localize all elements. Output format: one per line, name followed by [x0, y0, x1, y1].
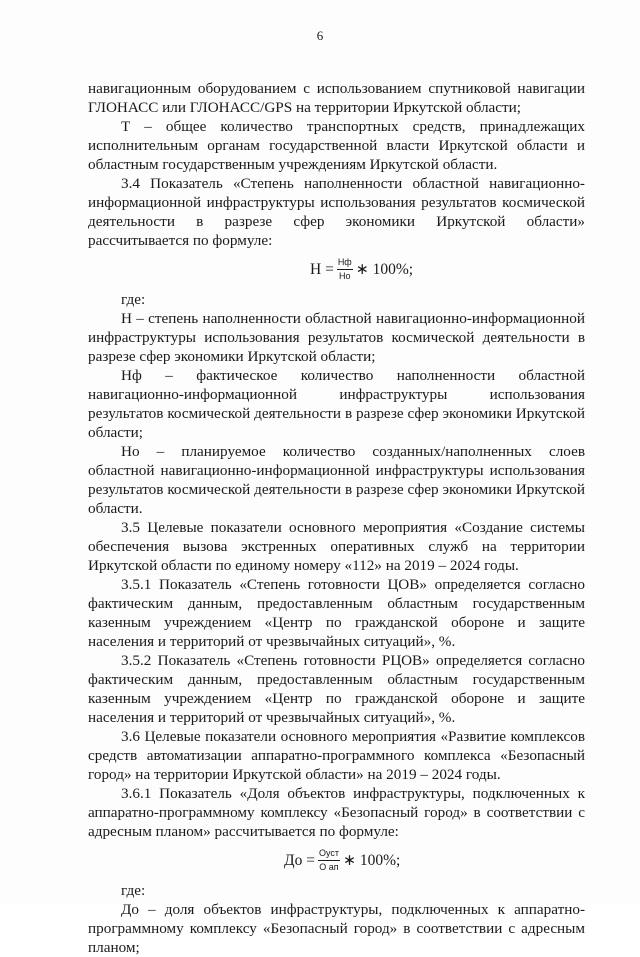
paragraph-t-definition: Т – общее количество транспортных средств, принадлежащих исполнительным органам государственной власти Иркутской области и областным государственным учреждениям Иркутской области. — [88, 118, 585, 173]
paragraph-do-definition: До – доля объектов инфраструктуры, подключенных к аппаратно-программному комплексу «Безопасный город» в соответствии с адресным планом; — [88, 901, 585, 956]
where-label-1: где: — [121, 291, 146, 308]
paragraph-3-6-1: 3.6.1 Показатель «Доля объектов инфраструктуры, подключенных к аппаратно-программному комплексу «Безопасный город» в соответствии с адресным планом» рассчитывается по формуле: — [88, 785, 585, 840]
document-body — [88, 79, 585, 957]
paragraph-h-definition: Н – степень наполненности областной навигационно-информационной инфраструктуры использования результатов космической деятельности в разрезе сфер экономики Иркутской области; — [88, 310, 585, 365]
formula-h — [88, 254, 585, 284]
formula-h-rhs: ∗ 100%; — [355, 260, 414, 278]
paragraph-3-5-1: 3.5.1 Показатель «Степень готовности ЦОВ» определяется согласно фактическим данным, предоставленным областным государственным казенным учреждением «Центр по гражданской обороне и защите населения и территорий от чрезвычайных ситуаций», %. — [88, 576, 585, 650]
formula-do-fraction — [318, 848, 340, 873]
paragraph-3-4: 3.4 Показатель «Степень наполненности областной навигационно-информационной инфраструктуры использования результатов космической деятельности в разрезе сфер экономики Иркутской области» рассчитывается по формуле: — [88, 175, 585, 249]
formula-h-lhs: Н = — [310, 260, 334, 278]
formula-do-numerator: Оуст — [318, 848, 340, 861]
formula-do-rhs: ∗ 100%; — [342, 851, 401, 869]
paragraph-3-6: 3.6 Целевые показатели основного мероприятия «Развитие комплексов средств автоматизации аппаратно-программного комплекса «Безопасный город» на территории Иркутской области» на 2019 – 2024 годы. — [88, 728, 585, 783]
where-label-2: где: — [121, 882, 146, 899]
paragraph-3-5: 3.5 Целевые показатели основного мероприятия «Создание системы обеспечения вызова экстренных оперативных служб на территории Иркутской области по единому номеру «112» на 2019 – 2024 годы. — [88, 519, 585, 574]
paragraph-glonass: навигационным оборудованием с использованием спутниковой навигации ГЛОНАСС или ГЛОНАСС/GPS на территории Иркутской области; — [88, 80, 585, 116]
paragraph-nf-definition: Нф – фактическое количество наполненности областной навигационно-информационной инфраструктуры использования результатов космической деятельности в разрезе сфер экономики Иркутской области; — [88, 367, 585, 441]
formula-h-denominator: Но — [339, 270, 351, 281]
formula-h-fraction — [337, 257, 353, 282]
formula-h-numerator: Нф — [337, 257, 353, 270]
page-number: 6 — [316, 28, 324, 43]
formula-do-lhs: До = — [284, 851, 315, 869]
paragraph-no-definition: Но – планируемое количество созданных/наполненных слоев областной навигационно-информационной инфраструктуры использования результатов космической деятельности в разрезе сфер экономики Иркутской области. — [88, 443, 585, 517]
formula-do-denominator: О ап — [319, 861, 339, 872]
paragraph-3-5-2: 3.5.2 Показатель «Степень готовности РЦОВ» определяется согласно фактическим данным, предоставленным областным государственным казенным учреждением «Центр по гражданской обороне и защите населения и территорий от чрезвычайных ситуаций», %. — [88, 652, 585, 726]
formula-do — [88, 845, 585, 875]
